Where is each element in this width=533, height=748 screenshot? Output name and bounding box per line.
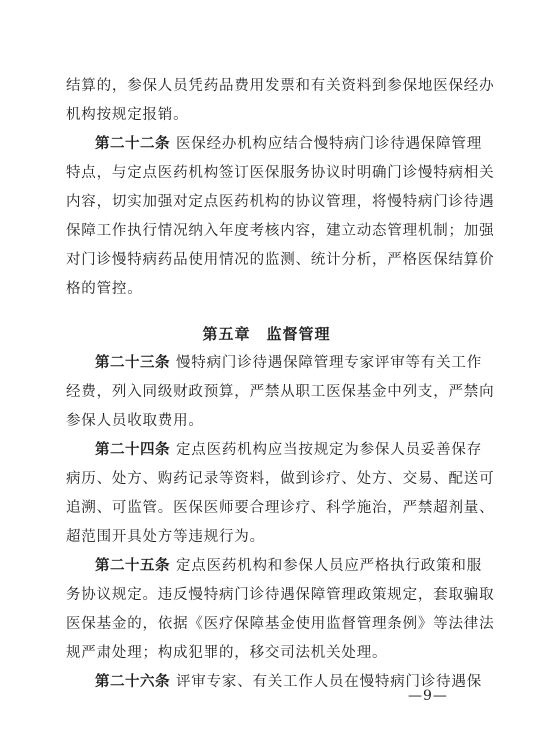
chapter-heading: 第五章 监督管理 (202, 325, 331, 343)
body-line: 超范围开具处方等违规行为。 (66, 529, 265, 545)
article-23-label: 第二十三条 (95, 354, 170, 371)
article-22-label: 第二十二条 (95, 135, 170, 152)
article-25-first-line (95, 556, 482, 576)
body-line: 内容，切实加强对定点医药机构的协议管理，将慢特病门诊待遇 (66, 194, 495, 210)
body-text: 评审专家、有关工作人员在慢特病门诊待遇保 (176, 674, 482, 690)
body-line: 结算的，参保人员凭药品费用发票和有关资料到参保地医保经办 (66, 78, 495, 94)
body-line: 规严肃处理；构成犯罪的，移交司法机关处理。 (66, 645, 388, 661)
body-line: 格的管控。 (66, 281, 143, 297)
body-text: 定点医药机构和参保人员应严格执行政策和服 (176, 558, 482, 574)
body-text: 慢特病门诊待遇保障管理专家评审等有关工作 (176, 355, 482, 371)
body-line: 对门诊慢特病药品使用情况的监测、统计分析，严格医保结算价 (66, 252, 495, 268)
body-line: 保障工作执行情况纳入年度考核内容，建立动态管理机制；加强 (66, 223, 495, 239)
body-line: 医保基金的，依据《医疗保障基金使用监督管理条例》等法律法 (66, 616, 495, 632)
page-number: —9— (408, 688, 448, 704)
body-text: 定点医药机构应当按规定为参保人员妥善保存 (176, 442, 482, 458)
body-line: 务协议规定。违反慢特病门诊待遇保障管理政策规定，套取骗取 (66, 587, 495, 603)
body-line: 病历、处方、购药记录等资料，做到诊疗、处方、交易、配送可 (66, 471, 495, 487)
article-24-label: 第二十四条 (95, 441, 170, 458)
article-26-label: 第二十六条 (95, 673, 170, 690)
article-23-first-line (95, 353, 482, 373)
body-line: 追溯、可监管。医保医师要合理诊疗、科学施治，严禁超剂量、 (66, 500, 495, 516)
body-line: 机构按规定报销。 (66, 107, 189, 123)
article-25-label: 第二十五条 (95, 557, 170, 574)
article-22-first-line (95, 134, 482, 154)
body-text: 医保经办机构应结合慢特病门诊待遇保障管理 (176, 136, 482, 152)
body-line: 参保人员收取费用。 (66, 413, 204, 429)
body-line: 特点，与定点医药机构签订医保服务协议时明确门诊慢特病相关 (66, 165, 495, 181)
article-24-first-line (95, 440, 482, 460)
body-line: 经费，列入同级财政预算，严禁从职工医保基金中列支，严禁向 (66, 384, 495, 400)
